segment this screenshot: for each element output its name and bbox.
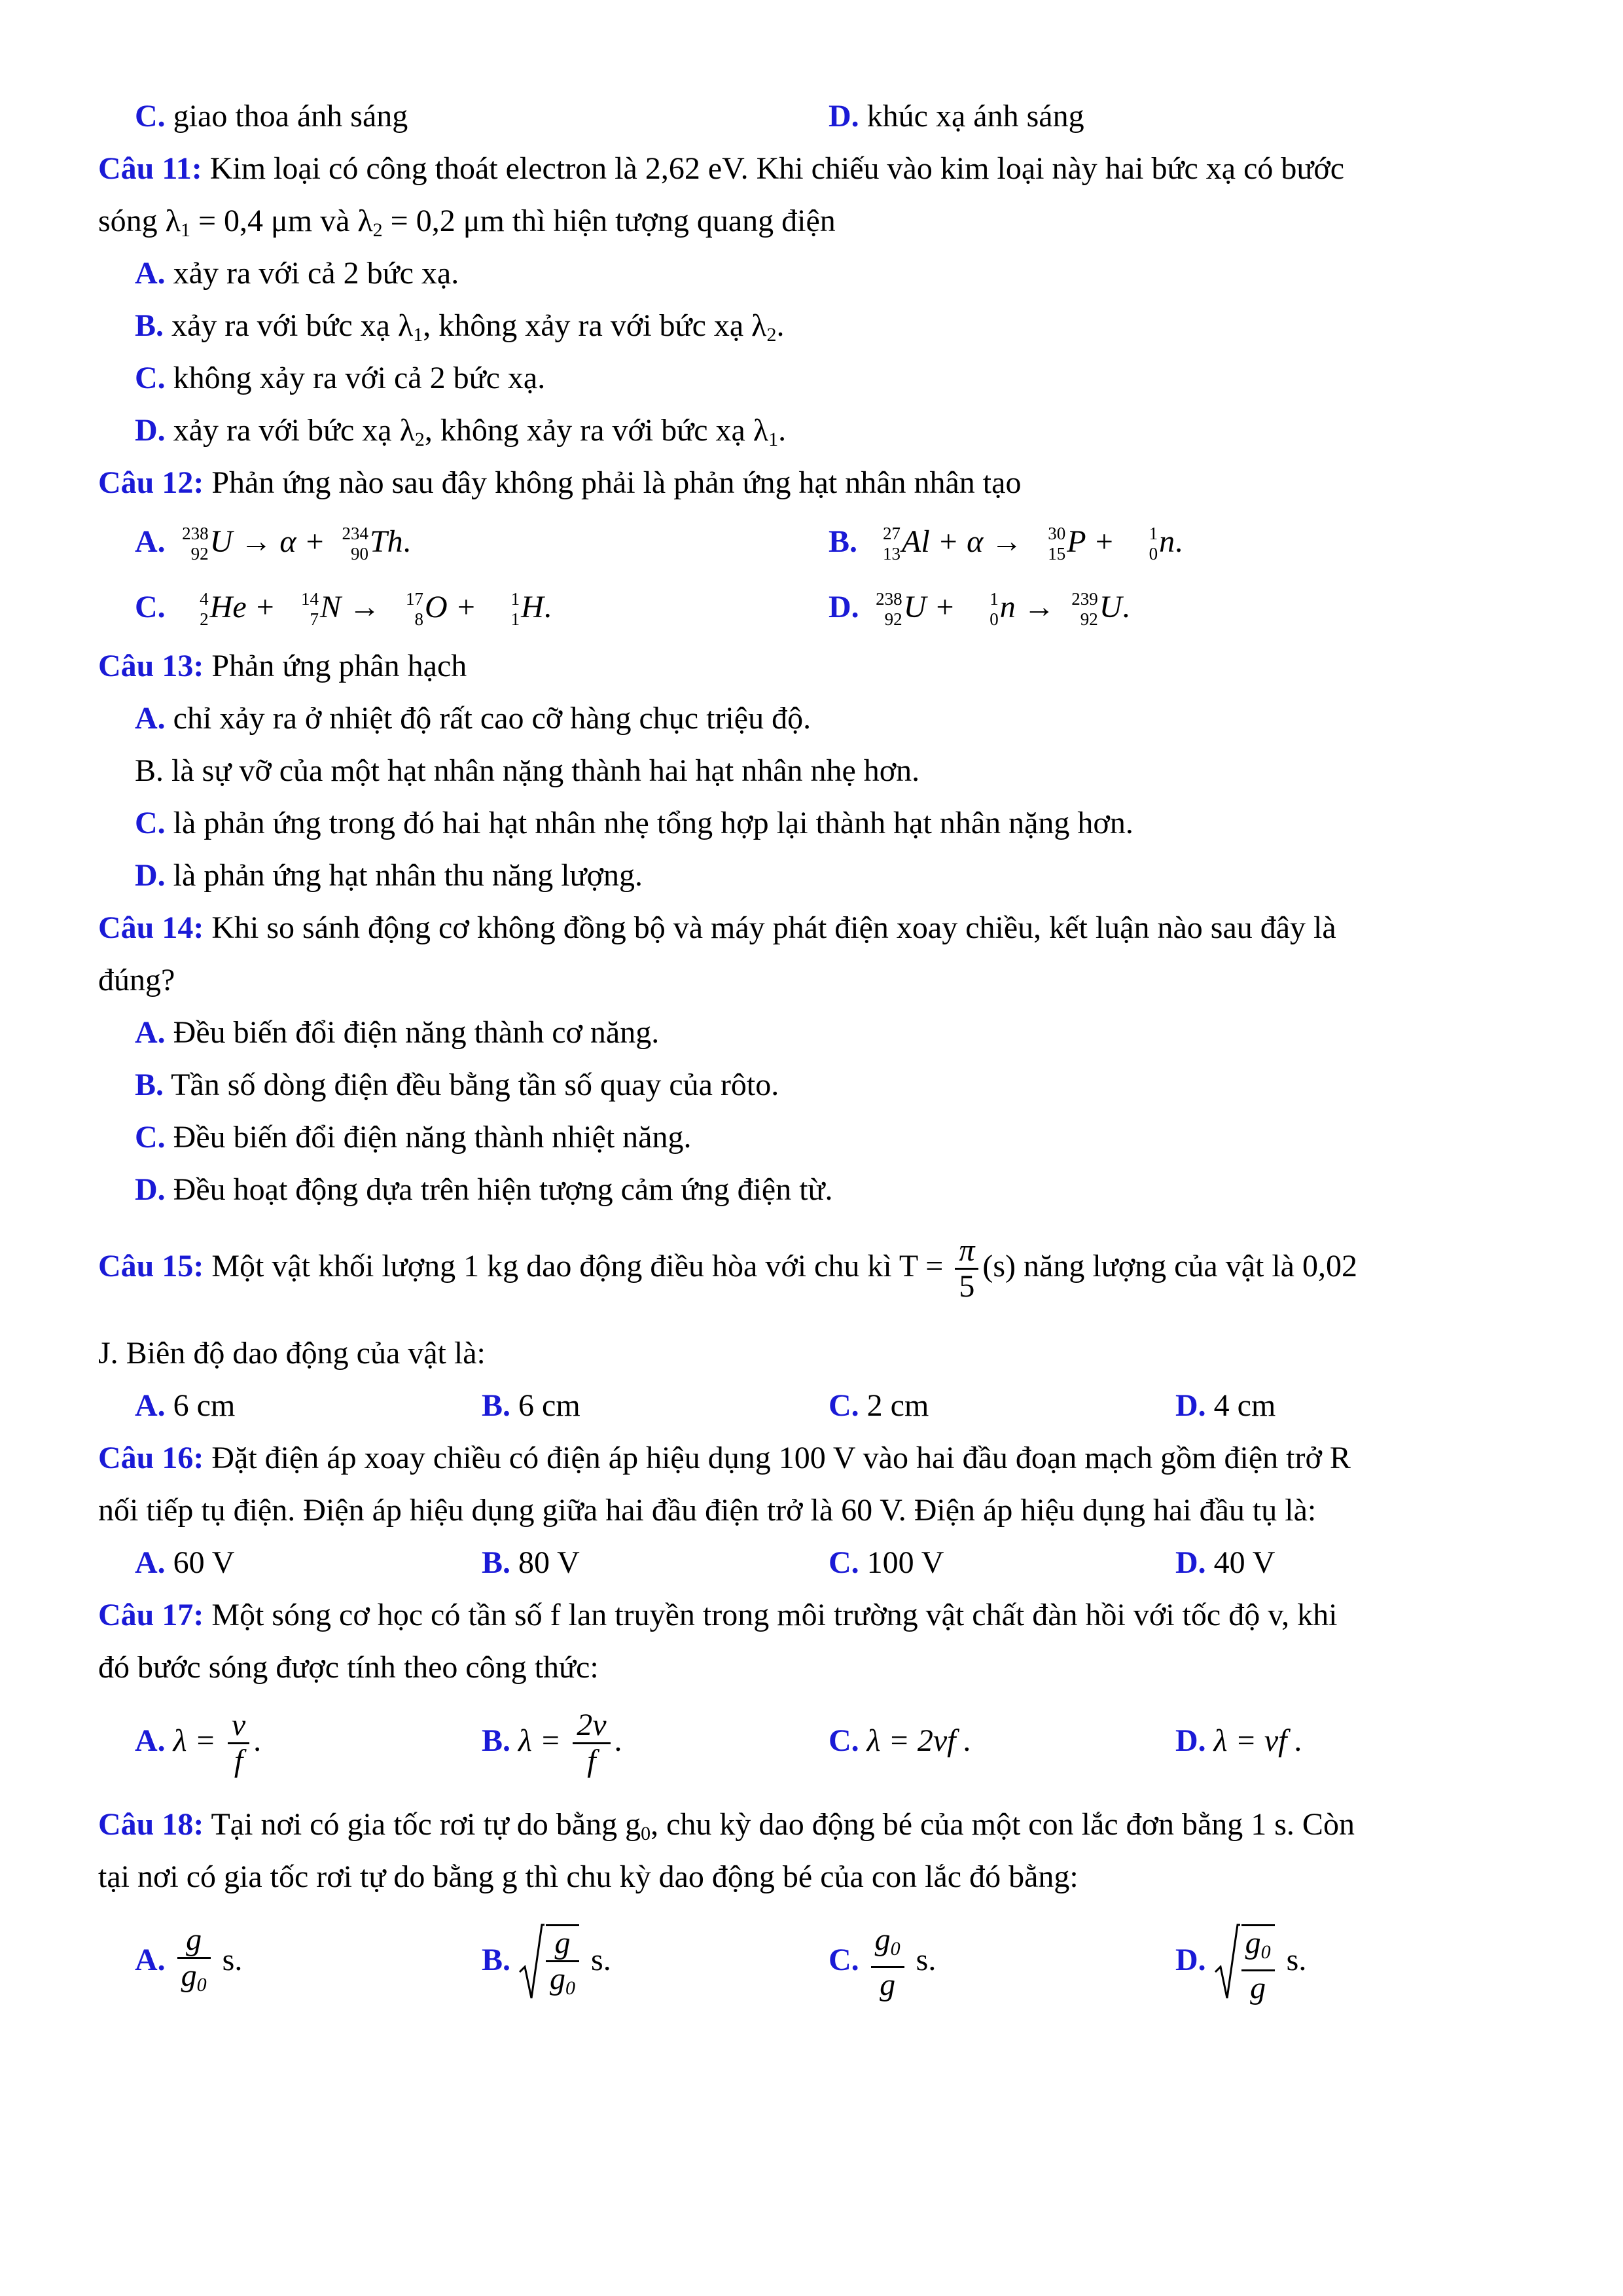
unit: s. bbox=[222, 1943, 243, 1977]
option-text: Đều hoạt động dựa trên hiện tượng cảm ứng điện từ. bbox=[173, 1172, 833, 1207]
question-label: Câu 13: bbox=[98, 649, 204, 683]
question-label: Câu 11: bbox=[98, 151, 202, 186]
option-text: Tần số dòng điện đều bằng tần số quay của rôto. bbox=[171, 1067, 779, 1102]
option-label: C. bbox=[135, 361, 166, 395]
formula-fraction bbox=[177, 1923, 211, 2002]
option-label: A. bbox=[135, 1388, 166, 1423]
operator: → α + bbox=[232, 524, 333, 559]
option-label: D. bbox=[1175, 1545, 1206, 1580]
option-text: 40 V bbox=[1213, 1545, 1275, 1580]
atomic-number: 15 bbox=[1048, 543, 1066, 564]
nuclide-mass-charge bbox=[1122, 525, 1159, 564]
element-symbol: Al bbox=[902, 524, 930, 559]
formula-lhs: λ = bbox=[518, 1723, 569, 1758]
unit: s. bbox=[591, 1943, 611, 1977]
option-label: B. bbox=[829, 524, 858, 559]
question-text: Tại nơi có gia tốc rơi tự do bằng g bbox=[211, 1807, 641, 1842]
q17-option-c bbox=[829, 1702, 972, 1780]
question-label: Câu 18: bbox=[98, 1807, 204, 1842]
element-symbol: N bbox=[320, 590, 342, 624]
q16-option-a bbox=[135, 1543, 234, 1583]
option-label: C. bbox=[829, 1388, 859, 1423]
nuclide-mass-charge bbox=[867, 590, 904, 630]
question-label: Câu 15: bbox=[98, 1249, 204, 1283]
numerator bbox=[871, 1923, 904, 1968]
q17-option-a bbox=[135, 1702, 261, 1780]
formula: λ = vf . bbox=[1213, 1723, 1303, 1758]
question-text: nối tiếp tụ điện. Điện áp hiệu dụng giữa hai đầu điện trở là 60 V. Điện áp hiệu dụng hai đầu tụ là: bbox=[98, 1493, 1317, 1528]
option-text: là phản ứng hạt nhân thu năng lượng. bbox=[173, 858, 643, 893]
option-label: C. bbox=[829, 1723, 859, 1758]
question-text: tại nơi có gia tốc rơi tự do bằng g thì chu kỳ dao động bé của con lắc đó bằng: bbox=[98, 1859, 1079, 1894]
option-label: D. bbox=[1175, 1943, 1206, 1977]
question-text: Phản ứng nào sau đây không phải là phản ứng hạt nhân nhân tạo bbox=[211, 465, 1022, 500]
nuclide-mass-charge bbox=[484, 590, 521, 630]
option-label: A. bbox=[135, 1943, 166, 1977]
mass-number: 1 bbox=[510, 588, 520, 609]
option-label: B. bbox=[135, 1067, 164, 1102]
atomic-number: 0 bbox=[1149, 543, 1158, 564]
subscript: 2 bbox=[414, 429, 425, 450]
question-text: Một vật khối lượng 1 kg dao động điều hòa với chu kì T = bbox=[211, 1249, 952, 1283]
option-text: 6 cm bbox=[173, 1388, 236, 1423]
atomic-number: 1 bbox=[510, 609, 520, 629]
option-label: D. bbox=[1175, 1388, 1206, 1423]
punctuation: . bbox=[614, 1723, 622, 1758]
subscript: 0 bbox=[1260, 1941, 1271, 1964]
question-text: (s) năng lượng của vật là 0,02 bbox=[982, 1249, 1357, 1283]
q13-option-c bbox=[135, 804, 1133, 843]
numerator: g bbox=[546, 1926, 579, 1962]
numerator: v bbox=[228, 1708, 249, 1744]
formula-fraction bbox=[1241, 1924, 1275, 2005]
atomic-number: 90 bbox=[350, 543, 368, 564]
nuclide-mass-charge bbox=[283, 590, 320, 630]
option-label: B. bbox=[482, 1388, 511, 1423]
formula-lhs: λ = bbox=[173, 1723, 224, 1758]
unit: s. bbox=[916, 1943, 936, 1977]
q14-option-b bbox=[135, 1066, 779, 1105]
operator: → bbox=[1015, 590, 1063, 624]
q15-option-a bbox=[135, 1386, 235, 1426]
q13-stem bbox=[98, 647, 467, 686]
atomic-number: 7 bbox=[310, 609, 319, 629]
text-run: = 0,2 μm thì hiện tượng quang điện bbox=[382, 204, 836, 238]
option-text: 100 V bbox=[866, 1545, 944, 1580]
text-run: . bbox=[778, 413, 787, 448]
operator: → bbox=[341, 590, 389, 624]
q12-option-b bbox=[829, 522, 1183, 564]
option-label: D. bbox=[1175, 1723, 1206, 1758]
mass-number: 30 bbox=[1048, 523, 1066, 543]
subscript: 0 bbox=[196, 1974, 207, 1996]
q13-option-b bbox=[135, 751, 919, 791]
q13-option-d bbox=[135, 856, 643, 895]
q11-option-d bbox=[135, 411, 786, 459]
nuclide-mass-charge bbox=[173, 590, 210, 630]
radical-sign bbox=[1214, 1920, 1240, 2005]
subscript: 2 bbox=[766, 324, 777, 346]
option-text: 2 cm bbox=[866, 1388, 929, 1423]
operator: + bbox=[1085, 524, 1123, 559]
q18-stem-line2 bbox=[98, 1857, 1079, 1897]
punctuation: . bbox=[1175, 524, 1183, 559]
question-text: Đặt điện áp xoay chiều có điện áp hiệu dụng 100 V vào hai đầu đoạn mạch gồm điện trở R bbox=[211, 1441, 1351, 1475]
option-label: A. bbox=[135, 524, 166, 559]
square-root bbox=[1214, 1920, 1279, 2005]
option-label: D. bbox=[829, 590, 859, 624]
option-label: D. bbox=[135, 413, 166, 448]
q17-option-b bbox=[482, 1702, 622, 1780]
option-label: C. bbox=[135, 1120, 166, 1155]
option-label: B. bbox=[135, 308, 164, 343]
atomic-number: 0 bbox=[990, 609, 999, 629]
question-label: Câu 16: bbox=[98, 1441, 204, 1475]
option-label: C. bbox=[829, 1943, 859, 1977]
option-label: A. bbox=[135, 1015, 166, 1050]
text-run: . bbox=[776, 308, 785, 343]
q14-option-c bbox=[135, 1118, 691, 1157]
element-symbol: U bbox=[209, 524, 233, 559]
text-run: xảy ra với bức xạ λ bbox=[173, 413, 415, 448]
mass-number: 238 bbox=[876, 588, 902, 609]
denominator: g bbox=[1250, 1971, 1266, 2006]
option-text: giao thoa ánh sáng bbox=[173, 99, 408, 134]
text-run: xảy ra với bức xạ λ bbox=[171, 308, 414, 343]
numerator: π bbox=[955, 1234, 978, 1270]
q17-stem-line2 bbox=[98, 1648, 599, 1687]
atomic-number: 92 bbox=[1080, 609, 1098, 629]
q18-stem-line1 bbox=[98, 1805, 1355, 1854]
q11-option-c bbox=[135, 359, 545, 398]
q15-option-d bbox=[1175, 1386, 1275, 1426]
q16-stem-line2 bbox=[98, 1491, 1316, 1530]
q18-option-c bbox=[829, 1918, 936, 2003]
question-text: , chu kỳ dao động bé của một con lắc đơn bằng 1 s. Còn bbox=[651, 1807, 1355, 1842]
element-symbol: He bbox=[209, 590, 247, 624]
radical-sign bbox=[518, 1920, 544, 2005]
nuclide-mass-charge bbox=[865, 525, 902, 564]
question-text: J. Biên độ dao động của vật là: bbox=[98, 1336, 486, 1371]
mass-number: 14 bbox=[301, 588, 319, 609]
operator: + bbox=[447, 590, 485, 624]
mass-number: 1 bbox=[990, 588, 999, 609]
text-run: sóng λ bbox=[98, 204, 181, 238]
denominator-symbol: g bbox=[181, 1958, 197, 1994]
q14-option-a bbox=[135, 1013, 659, 1052]
option-text: B. là sự vỡ của một hạt nhân nặng thành hai hạt nhân nhẹ hơn. bbox=[135, 753, 920, 788]
q14-stem-line2 bbox=[98, 961, 175, 1000]
q18-option-b bbox=[482, 1918, 611, 2005]
option-label: D. bbox=[829, 99, 859, 134]
option-text: 6 cm bbox=[518, 1388, 580, 1423]
question-text: đó bước sóng được tính theo công thức: bbox=[98, 1650, 599, 1685]
q12-option-a bbox=[135, 522, 411, 564]
element-symbol: P bbox=[1067, 524, 1086, 559]
denominator bbox=[546, 1962, 579, 2005]
subscript: 1 bbox=[413, 324, 423, 346]
option-text: không xảy ra với cả 2 bức xạ. bbox=[173, 361, 546, 395]
q11-stem-line2 bbox=[98, 202, 836, 250]
q12-stem bbox=[98, 463, 1021, 503]
q16-option-d bbox=[1175, 1543, 1275, 1583]
nuclide-mass-charge bbox=[1030, 525, 1067, 564]
q11-option-b bbox=[135, 306, 784, 355]
element-symbol: U bbox=[1099, 590, 1122, 624]
question-label: Câu 17: bbox=[98, 1598, 204, 1632]
option-text: Đều biến đổi điện năng thành cơ năng. bbox=[173, 1015, 660, 1050]
option-text: khúc xạ ánh sáng bbox=[866, 99, 1084, 134]
punctuation: . bbox=[543, 590, 552, 624]
option-label: C. bbox=[135, 590, 166, 624]
subscript: 0 bbox=[565, 1977, 576, 2000]
q16-option-b bbox=[482, 1543, 580, 1583]
q15-option-c bbox=[829, 1386, 929, 1426]
atomic-number: 13 bbox=[883, 543, 901, 564]
numerator: 2v bbox=[573, 1708, 610, 1744]
atomic-number: 8 bbox=[414, 609, 424, 629]
q16-stem-line1 bbox=[98, 1439, 1351, 1478]
option-label: C. bbox=[829, 1545, 859, 1580]
option-label: B. bbox=[482, 1723, 511, 1758]
question-label: Câu 12: bbox=[98, 465, 204, 500]
numerator: g bbox=[177, 1923, 211, 1959]
operator: + bbox=[246, 590, 284, 624]
element-symbol: Th bbox=[369, 524, 403, 559]
q11-option-a bbox=[135, 254, 459, 293]
mass-number: 239 bbox=[1071, 588, 1098, 609]
option-label: A. bbox=[135, 701, 166, 736]
denominator: 5 bbox=[959, 1269, 975, 1304]
subscript: 0 bbox=[890, 1938, 901, 1960]
punctuation: . bbox=[1122, 590, 1130, 624]
denominator-symbol: g bbox=[550, 1962, 566, 1997]
mass-number: 234 bbox=[342, 523, 368, 543]
element-symbol: n bbox=[1159, 524, 1175, 559]
formula-fraction bbox=[871, 1923, 904, 2002]
question-text: Kim loại có công thoát electron là 2,62 eV. Khi chiếu vào kim loại này hai bức xạ có bước bbox=[209, 151, 1345, 186]
option-label: A. bbox=[135, 256, 166, 291]
element-symbol: H bbox=[521, 590, 544, 624]
q12-option-c bbox=[135, 588, 552, 630]
q11-stem-line1 bbox=[98, 149, 1344, 188]
text-run: , không xảy ra với bức xạ λ bbox=[423, 308, 767, 343]
option-label: A. bbox=[135, 1545, 166, 1580]
option-text: 80 V bbox=[518, 1545, 580, 1580]
option-text: 60 V bbox=[173, 1545, 235, 1580]
option-text: chỉ xảy ra ở nhiệt độ rất cao cỡ hàng chục triệu độ. bbox=[173, 701, 812, 736]
option-label: D. bbox=[135, 1172, 166, 1207]
q18-option-a bbox=[135, 1918, 242, 2003]
q15-option-b bbox=[482, 1386, 580, 1426]
denominator: g bbox=[880, 1967, 896, 2003]
atomic-number: 92 bbox=[884, 609, 902, 629]
option-text: 4 cm bbox=[1213, 1388, 1276, 1423]
unit: s. bbox=[1286, 1943, 1307, 1977]
mass-number: 238 bbox=[182, 523, 209, 543]
nuclide-mass-charge bbox=[333, 525, 370, 564]
punctuation: . bbox=[402, 524, 411, 559]
option-label: B. bbox=[482, 1545, 511, 1580]
denominator: f bbox=[587, 1744, 596, 1779]
q14-option-d bbox=[135, 1170, 833, 1210]
nuclide-mass-charge bbox=[173, 525, 210, 564]
denominator bbox=[177, 1959, 211, 2002]
mass-number: 17 bbox=[406, 588, 424, 609]
text-run: , không xảy ra với bức xạ λ bbox=[424, 413, 769, 448]
formula-fraction bbox=[573, 1708, 610, 1778]
q14-stem-line1 bbox=[98, 908, 1336, 948]
atomic-number: 92 bbox=[190, 543, 209, 564]
square-root bbox=[518, 1920, 583, 2005]
subscript: 1 bbox=[180, 219, 190, 241]
punctuation: . bbox=[253, 1723, 262, 1758]
option-label: D. bbox=[135, 858, 166, 893]
nuclide-mass-charge bbox=[963, 590, 1000, 630]
period-fraction bbox=[955, 1234, 978, 1304]
option-text: xảy ra với cả 2 bức xạ. bbox=[173, 256, 459, 291]
q10-option-c bbox=[135, 97, 408, 136]
q15-stem-line1 bbox=[98, 1230, 1357, 1304]
operator: + α → bbox=[929, 524, 1031, 559]
element-symbol: O bbox=[425, 590, 448, 624]
question-text: Một sóng cơ học có tần số f lan truyền trong môi trường vật chất đàn hồi với tốc độ v, khi bbox=[211, 1598, 1338, 1632]
q10-option-d bbox=[829, 97, 1084, 136]
element-symbol: n bbox=[999, 590, 1016, 624]
question-text: Khi so sánh động cơ không đồng bộ và máy phát điện xoay chiều, kết luận nào sau đây là bbox=[211, 910, 1336, 945]
question-text: Phản ứng phân hạch bbox=[211, 649, 467, 683]
subscript: 1 bbox=[768, 429, 779, 450]
q15-stem-line2 bbox=[98, 1334, 486, 1373]
operator: + bbox=[926, 590, 963, 624]
q16-option-c bbox=[829, 1543, 944, 1583]
option-label: C. bbox=[135, 806, 166, 840]
option-label: C. bbox=[135, 99, 166, 134]
nuclide-mass-charge bbox=[388, 590, 425, 630]
option-text: là phản ứng trong đó hai hạt nhân nhẹ tổng hợp lại thành hạt nhân nặng hơn. bbox=[173, 806, 1133, 840]
formula-fraction bbox=[546, 1924, 579, 2005]
numerator bbox=[1241, 1926, 1275, 1971]
question-label: Câu 14: bbox=[98, 910, 204, 945]
mass-number: 4 bbox=[200, 588, 209, 609]
mass-number: 1 bbox=[1149, 523, 1158, 543]
q18-option-d bbox=[1175, 1918, 1306, 2005]
q12-option-d bbox=[829, 588, 1130, 630]
element-symbol: U bbox=[903, 590, 927, 624]
text-run: = 0,4 μm và λ bbox=[190, 204, 373, 238]
q13-option-a bbox=[135, 699, 811, 738]
denominator: f bbox=[234, 1744, 243, 1779]
formula: λ = 2vf . bbox=[866, 1723, 972, 1758]
q17-option-d bbox=[1175, 1702, 1303, 1780]
mass-number: 27 bbox=[883, 523, 901, 543]
atomic-number: 2 bbox=[200, 609, 209, 629]
q17-stem-line1 bbox=[98, 1596, 1337, 1635]
option-text: Đều biến đổi điện năng thành nhiệt năng. bbox=[173, 1120, 692, 1155]
formula-fraction bbox=[228, 1708, 249, 1778]
numerator-symbol: g bbox=[874, 1922, 891, 1958]
nuclide-mass-charge bbox=[1063, 590, 1099, 630]
subscript: 2 bbox=[372, 219, 383, 241]
numerator-symbol: g bbox=[1245, 1926, 1261, 1961]
option-label: B. bbox=[482, 1943, 511, 1977]
option-label: A. bbox=[135, 1723, 166, 1758]
question-text: đúng? bbox=[98, 963, 175, 997]
subscript: 0 bbox=[641, 1823, 651, 1844]
